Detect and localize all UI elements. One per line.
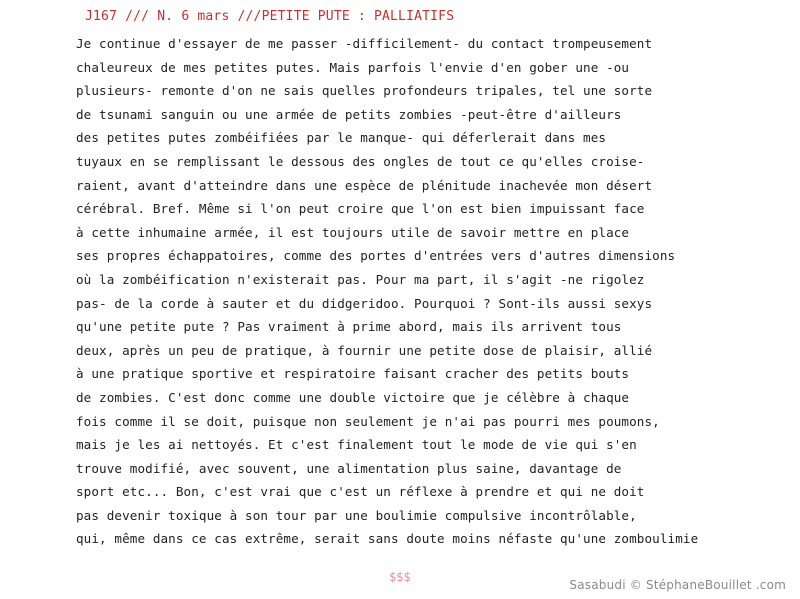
text-line: tuyaux en se remplissant le dessous des ongles de tout ce qu'elles croise- [76,153,645,169]
text-line: qui, même dans ce cas extrême, serait sans doute moins néfaste qu'une zomboulimie [76,531,699,547]
copyright-watermark: Sasabudi © StéphaneBouillet .com [569,578,786,592]
text-line: chaleureux de mes petites putes. Mais parfois l'envie d'en gober une -ou [76,59,630,75]
text-line: où la zombéification n'existerait pas. Pour ma part, il s'agit -ne rigolez [76,271,645,287]
text-line: cérébral. Bref. Même si l'on peut croire que l'on est bien impuissant face [76,201,645,217]
text-line: pas- de la corde à sauter et du didgeridoo. Pourquoi ? Sont-ils aussi sexys [76,295,653,311]
text-line: Je continue d'essayer de me passer -difficilement- du contact trompeusement [76,36,653,51]
end-mark: $$$ [389,570,411,584]
text-line: trouve modifié, avec souvent, une alimentation plus saine, davantage de [76,460,622,476]
text-line: de tsunami sanguin ou une armée de petits zombies -peut-être d'ailleurs [76,106,622,122]
page-header: J167 /// N. 6 mars ///PETITE PUTE : PALLIATIFS [85,9,455,24]
text-line: ses propres échappatoires, comme des portes d'entrées vers d'autres dimensions [76,248,676,264]
text-line: pas devenir toxique à son tour par une boulimie compulsive incontrôlable, [76,507,637,523]
body-text [76,32,796,551]
text-line: de zombies. C'est donc comme une double victoire que je célèbre à chaque [76,389,630,405]
text-line: à une pratique sportive et respiratoire faisant cracher des petits bouts [76,366,630,382]
text-line: raient, avant d'atteindre dans une espèce de plénitude inachevée mon désert [76,177,653,193]
text-line: qu'une petite pute ? Pas vraiment à prime abord, mais ils arrivent tous [76,319,622,335]
text-line: à cette inhumaine armée, il est toujours utile de savoir mettre en place [76,224,630,240]
text-line: sport etc... Bon, c'est vrai que c'est un réflexe à prendre et qui ne doit [76,484,645,500]
text-line: deux, après un peu de pratique, à fournir une petite dose de plaisir, allié [76,342,653,358]
text-line: fois comme il se doit, puisque non seulement je n'ai pas pourri mes poumons, [76,413,660,429]
text-line: des petites putes zombéifiées par le manque- qui déferlerait dans mes [76,130,607,146]
text-line: plusieurs- remonte d'on ne sais quelles profondeurs tripales, tel une sorte [76,83,653,99]
text-line: mais je les ai nettoyés. Et c'est finalement tout le mode de vie qui s'en [76,437,637,453]
